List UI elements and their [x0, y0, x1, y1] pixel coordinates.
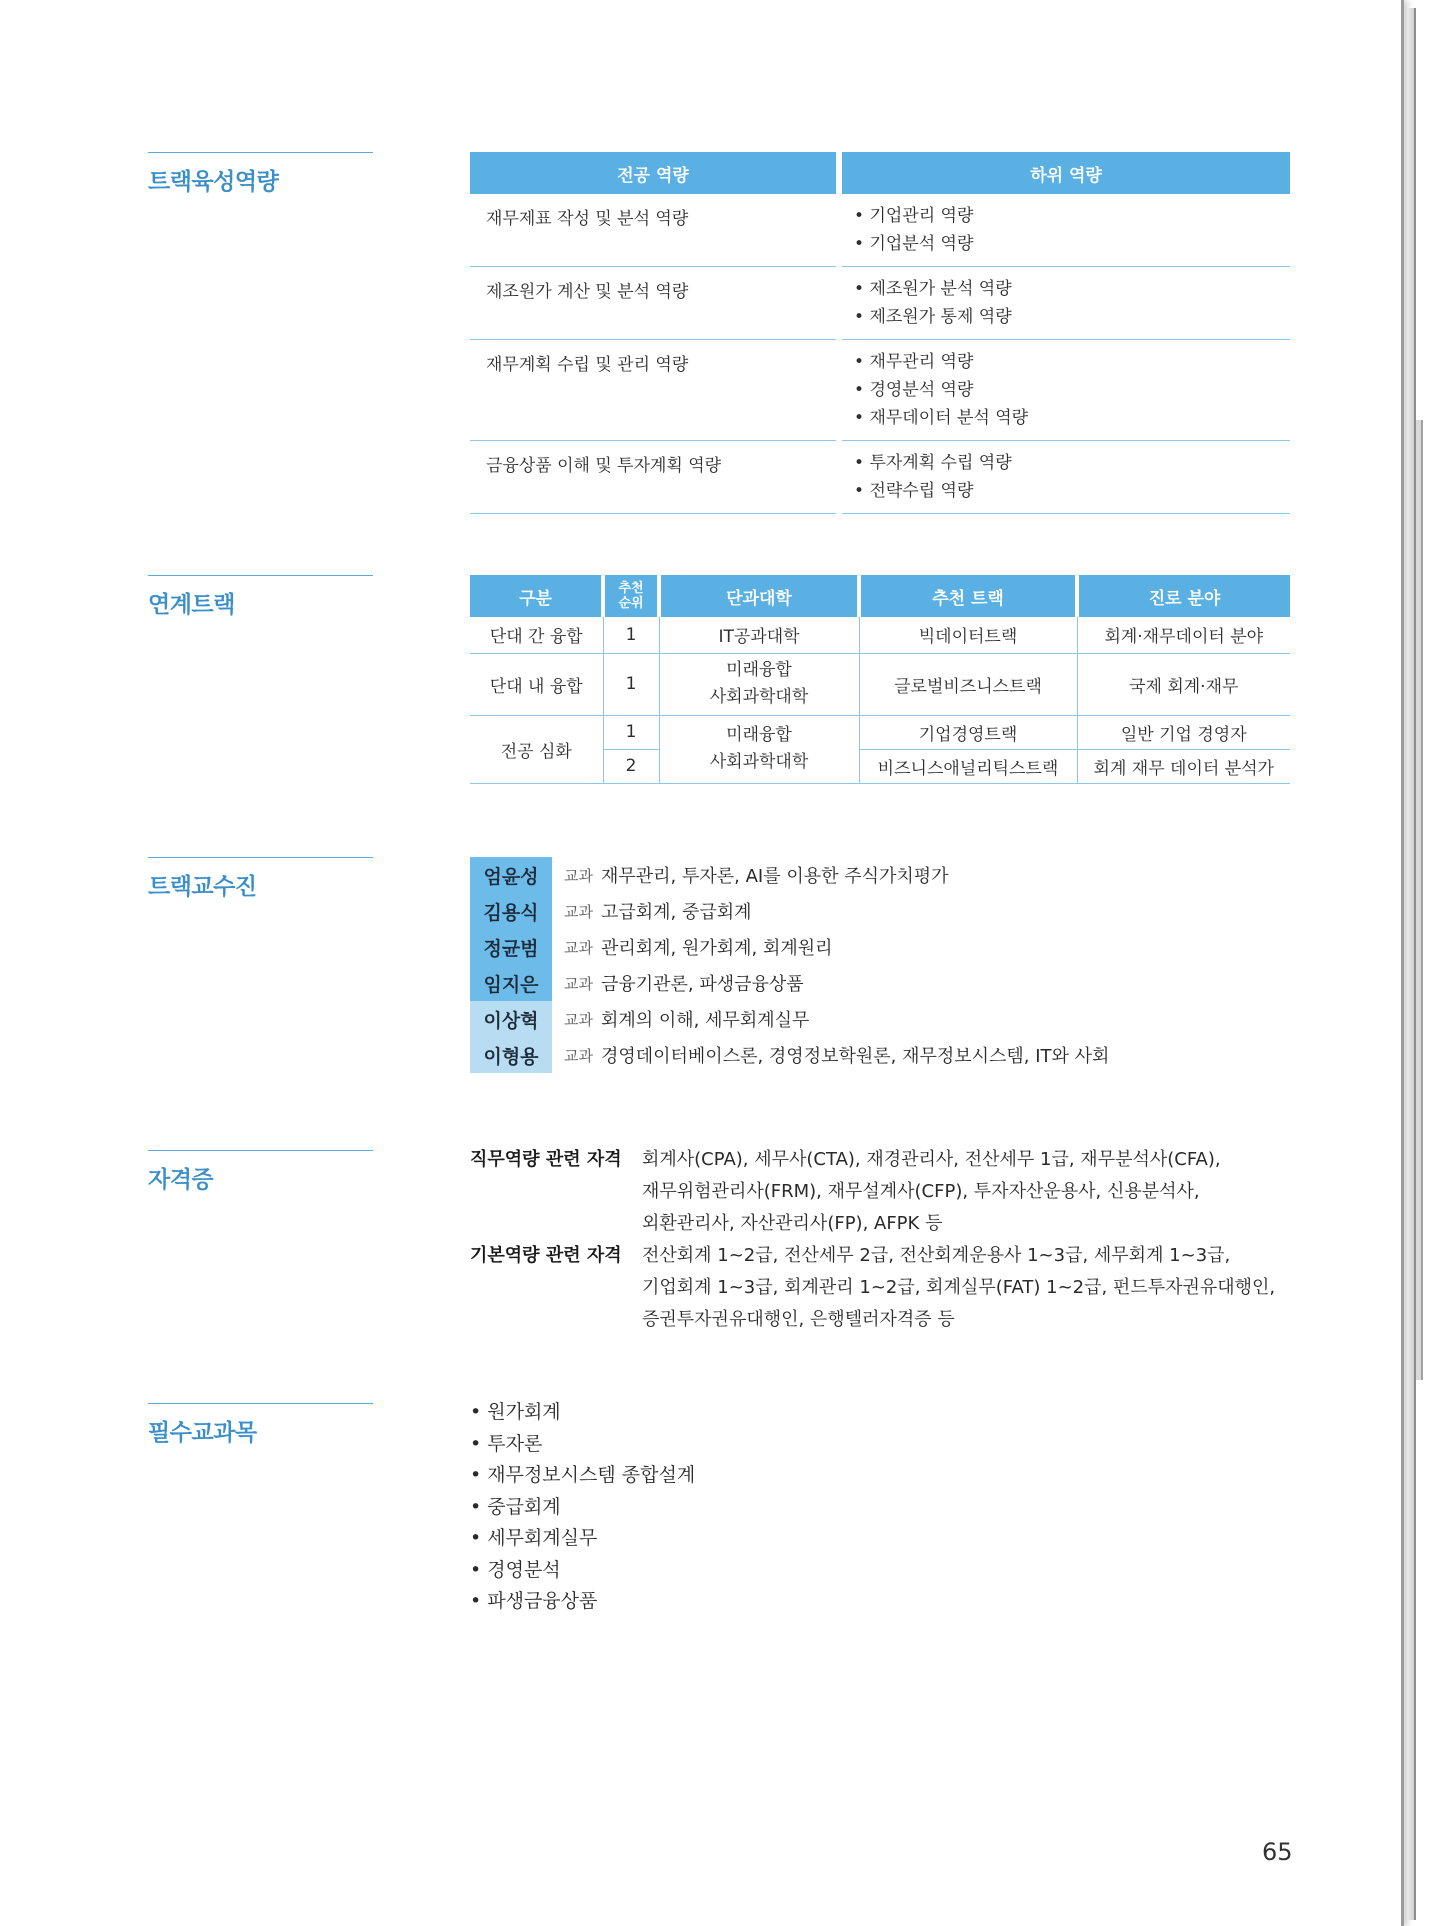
cert-label: 기본역량 관련 자격: [470, 1245, 622, 1266]
faculty-courses: 재무관리, 투자론, AI를 이용한 주식가치평가: [600, 866, 949, 887]
faculty-row: [470, 893, 1109, 929]
career-cell: 회계 재무 데이터 분석가: [1077, 749, 1290, 783]
career-cell: 일반 기업 경영자: [1077, 715, 1290, 749]
faculty-row: [470, 965, 1109, 1001]
course-label: 교과: [564, 938, 593, 957]
table-row: [470, 194, 1290, 267]
table-header-row: [470, 575, 1290, 617]
section-head-faculty: [148, 857, 373, 901]
main-competency: 재무제표 작성 및 분석 역량: [470, 194, 836, 267]
linked-track-table: [470, 575, 1290, 784]
faculty-courses: 고급회계, 중급회계: [600, 902, 752, 923]
track-cell: 글로벌비즈니스트랙: [859, 653, 1077, 715]
section-title: 자격증: [148, 1167, 214, 1193]
faculty-row: [470, 1037, 1109, 1073]
course-label: 교과: [564, 974, 593, 993]
cert-text: 회계사(CPA), 세무사(CTA), 재경관리사, 전산세무 1급, 재무분석사(CFA), 재무위험관리사(FRM), 재무설계사(CFP), 투자자산운용사, 신용분석사, 외환관리사, 자산관리사(FP), AFPK 등: [642, 1149, 1221, 1234]
page-edge-tab: [1416, 420, 1423, 1380]
table-row: [470, 441, 1290, 514]
table-row: [470, 340, 1290, 441]
career-cell: 회계·재무데이터 분야: [1077, 617, 1290, 653]
faculty-row: [470, 929, 1109, 965]
cert-row-job: [470, 1144, 1310, 1240]
sub-competency: • 기업관리 역량: [854, 206, 974, 226]
table-row: [470, 715, 1290, 749]
career-cell: 국제 회계·재무: [1077, 653, 1290, 715]
main-competency: 재무계획 수립 및 관리 역량: [470, 340, 836, 441]
sub-competency: • 기업분석 역량: [854, 234, 974, 254]
list-item: • 투자론: [470, 1429, 695, 1461]
faculty-name: 김용식: [470, 893, 552, 929]
list-item: • 중급회계: [470, 1492, 695, 1524]
column-header-rank: 추천 순위: [603, 575, 659, 617]
type-cell: 전공 심화: [470, 715, 603, 783]
column-header-type: 구분: [470, 575, 603, 617]
rank-cell: 2: [603, 749, 659, 783]
faculty-row: [470, 857, 1109, 893]
certificates-block: [470, 1144, 1310, 1336]
faculty-courses: 금융기관론, 파생금융상품: [600, 974, 804, 995]
list-item: • 파생금융상품: [470, 1586, 695, 1618]
sub-competency: • 경영분석 역량: [854, 380, 974, 400]
column-header: 하위 역량: [842, 152, 1290, 194]
table-row: [470, 267, 1290, 340]
main-competency: 제조원가 계산 및 분석 역량: [470, 267, 836, 340]
list-item: • 세무회계실무: [470, 1523, 695, 1555]
section-head-linked-track: [148, 575, 373, 619]
section-title: 트랙교수진: [148, 874, 257, 900]
sub-competency: • 재무데이터 분석 역량: [854, 408, 1029, 428]
cert-label: 직무역량 관련 자격: [470, 1149, 622, 1170]
course-label: 교과: [564, 1010, 593, 1029]
section-title: 트랙육성역량: [148, 169, 279, 195]
page-edge-stack: [1408, 8, 1416, 1920]
rank-cell: 1: [603, 617, 659, 653]
faculty-courses: 경영데이터베이스론, 경영정보학원론, 재무정보시스템, IT와 사회: [600, 1046, 1110, 1067]
track-cell: 기업경영트랙: [859, 715, 1077, 749]
college-cell: IT공과대학: [659, 617, 859, 653]
column-header-college: 단과대학: [659, 575, 859, 617]
table-row: [470, 653, 1290, 715]
track-cell: 비즈니스애널리틱스트랙: [859, 749, 1077, 783]
course-label: 교과: [564, 902, 593, 921]
section-title: 연계트랙: [148, 592, 235, 618]
main-competency: 금융상품 이해 및 투자계획 역량: [470, 441, 836, 514]
sub-competency-cell: [842, 340, 1290, 441]
faculty-name: 임지은: [470, 965, 552, 1001]
track-cell: 빅데이터트랙: [859, 617, 1077, 653]
sub-competency: • 제조원가 통제 역량: [854, 307, 1012, 327]
cert-text: 전산회계 1~2급, 전산세무 2급, 전산회계운용사 1~3급, 세무회계 1~3급, 기업회계 1~3급, 회계관리 1~2급, 회계실무(FAT) 1~2급, 펀드투자권유대행인, 증권투자권유대행인, 은행텔러자격증 등: [642, 1245, 1276, 1330]
table-header-row: [470, 152, 1290, 194]
faculty-row: [470, 1001, 1109, 1037]
section-head-competency: [148, 152, 373, 196]
faculty-courses: 관리회계, 원가회계, 회계원리: [600, 938, 833, 959]
list-item: • 경영분석: [470, 1555, 695, 1587]
sub-competency: • 전략수립 역량: [854, 481, 974, 501]
rank-cell: 1: [603, 715, 659, 749]
sub-competency-cell: [842, 267, 1290, 340]
list-item: • 재무정보시스템 종합설계: [470, 1460, 695, 1492]
section-head-certificates: [148, 1150, 373, 1194]
section-title: 필수교과목: [148, 1420, 257, 1446]
required-course-list: [470, 1397, 695, 1618]
faculty-courses: 회계의 이해, 세무회계실무: [600, 1010, 810, 1031]
column-header-track: 추천 트랙: [859, 575, 1077, 617]
course-label: 교과: [564, 1046, 593, 1065]
sub-competency: • 투자계획 수립 역량: [854, 453, 1012, 473]
faculty-name: 정균범: [470, 929, 552, 965]
table-row: [470, 617, 1290, 653]
faculty-name: 이상혁: [470, 1001, 552, 1037]
sub-competency-cell: [842, 441, 1290, 514]
section-head-required-courses: [148, 1403, 373, 1447]
sub-competency-cell: [842, 194, 1290, 267]
course-label: 교과: [564, 866, 593, 885]
type-cell: 단대 내 융합: [470, 653, 603, 715]
cert-row-basic: [470, 1240, 1310, 1336]
list-item: • 원가회계: [470, 1397, 695, 1429]
college-cell: 미래융합 사회과학대학: [659, 653, 859, 715]
column-header: 전공 역량: [470, 152, 836, 194]
sub-competency: • 제조원가 분석 역량: [854, 279, 1012, 299]
sub-competency: • 재무관리 역량: [854, 352, 974, 372]
column-header-career: 진로 분야: [1077, 575, 1290, 617]
page-number: 65: [1262, 1838, 1293, 1866]
college-cell: 미래융합 사회과학대학: [659, 715, 859, 783]
rank-cell: 1: [603, 653, 659, 715]
competency-table: [470, 152, 1290, 514]
faculty-list: [470, 857, 1109, 1073]
faculty-name: 엄윤성: [470, 857, 552, 893]
type-cell: 단대 간 융합: [470, 617, 603, 653]
faculty-name: 이형용: [470, 1037, 552, 1073]
